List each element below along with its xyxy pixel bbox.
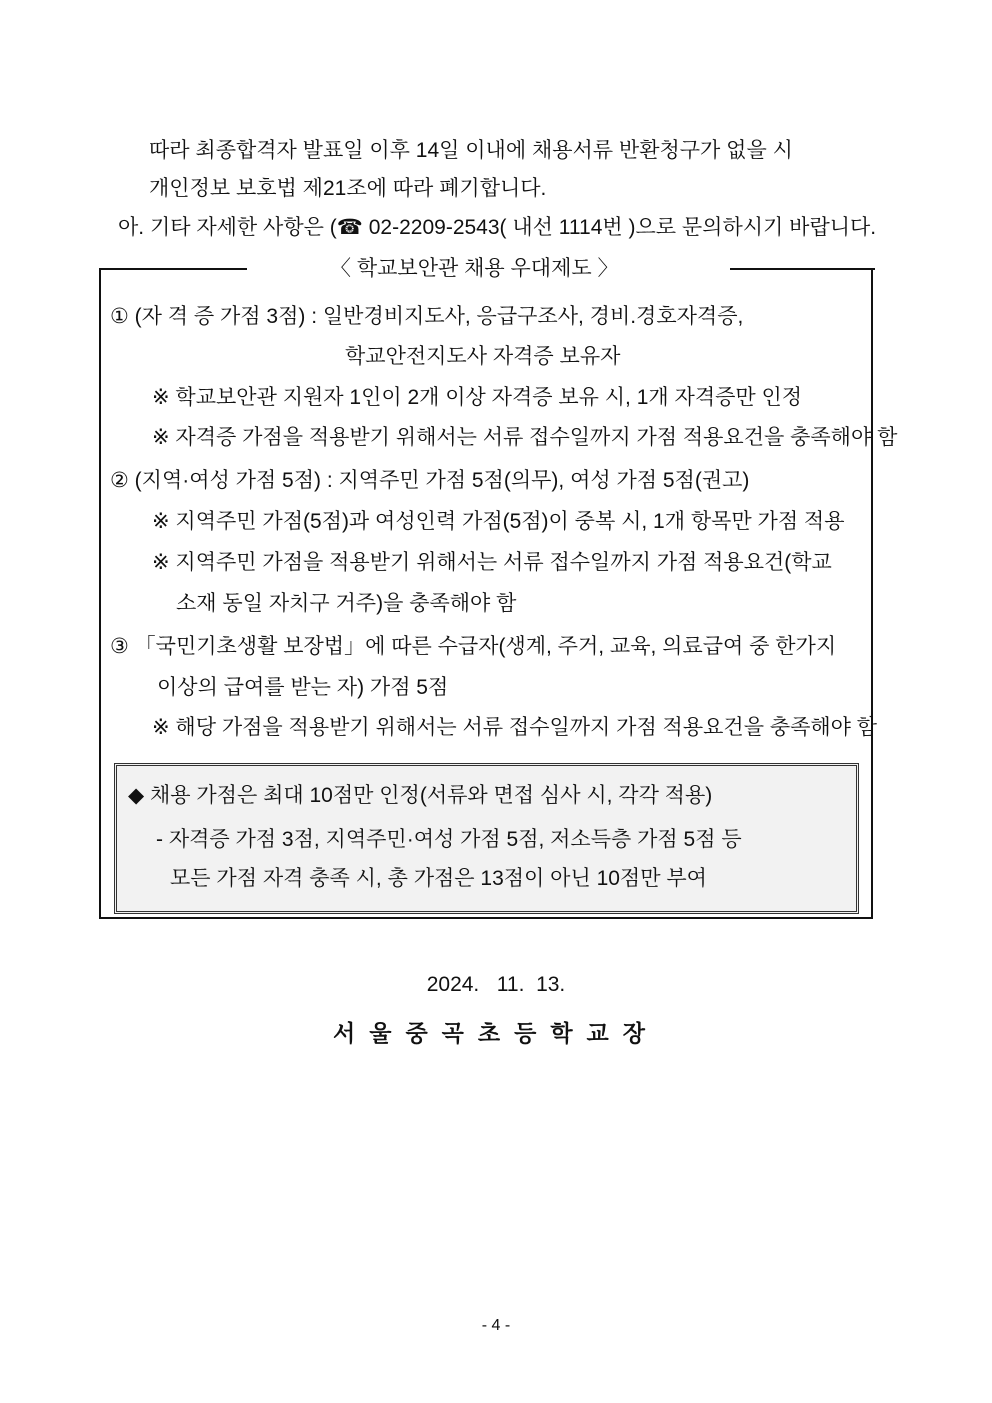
box-title: 〈 학교보안관 채용 우대제도 〉 <box>330 257 619 280</box>
contact-line <box>118 215 876 241</box>
box-line: 소재 동일 자치구 거주)을 충족해야 함 <box>176 592 517 615</box>
note-line: ◆ 채용 가점은 최대 10점만 인정(서류와 면접 심사 시, 각각 적용) <box>128 784 713 807</box>
note-line: 모든 가점 자격 충족 시, 총 가점은 13점이 아닌 10점만 부여 <box>170 867 707 890</box>
box-line: ※ 지역주민 가점(5점)과 여성인력 가점(5점)이 중복 시, 1개 항목만 가점 적용 <box>152 510 845 533</box>
phone-icon: ☎ <box>336 216 363 239</box>
box-line: 학교안전지도사 자격증 보유자 <box>345 345 621 368</box>
issuer-name: 서울중곡초등학교장 <box>333 1020 659 1046</box>
contact-prefix: 아. 기타 자세한 사항은 ( <box>118 216 337 239</box>
box-line: ① (자 격 증 가점 3점) : 일반경비지도사, 응급구조사, 경비.경호자격증, <box>110 305 744 328</box>
box-top-border-left <box>99 268 247 270</box>
contact-suffix: 02-2209-2543( 내선 1114번 )으로 문의하시기 바랍니다. <box>362 216 877 239</box>
intro-line-1: 따라 최종합격자 발표일 이후 14일 이내에 채용서류 반환청구가 없을 시 <box>149 139 793 162</box>
box-line: ※ 지역주민 가점을 적용받기 위해서는 서류 접수일까지 가점 적용요건(학교 <box>152 551 832 574</box>
box-line: ※ 해당 가점을 적용받기 위해서는 서류 접수일까지 가점 적용요건을 충족해야 함 <box>152 716 878 739</box>
box-line: ② (지역·여성 가점 5점) : 지역주민 가점 5점(의무), 여성 가점 5점(권고) <box>110 469 750 492</box>
box-line: ③ 「국민기초생활 보장법」에 따른 수급자(생계, 주거, 교육, 의료급여 중 한가지 <box>110 635 837 658</box>
box-line: ※ 학교보안관 지원자 1인이 2개 이상 자격증 보유 시, 1개 자격증만 인정 <box>152 386 803 409</box>
note-line: - 자격증 가점 3점, 지역주민·여성 가점 5점, 저소득층 가점 5점 등 <box>156 828 742 851</box>
page-number: - 4 - <box>481 1317 511 1334</box>
document-date: 2024. 11. 13. <box>426 973 566 996</box>
intro-line-2: 개인정보 보호법 제21조에 따라 폐기합니다. <box>149 177 547 200</box>
box-top-border-right <box>730 268 875 270</box>
box-line: 이상의 급여를 받는 자) 가점 5점 <box>157 676 449 699</box>
box-line: ※ 자격증 가점을 적용받기 위해서는 서류 접수일까지 가점 적용요건을 충족해야 함 <box>152 426 898 449</box>
